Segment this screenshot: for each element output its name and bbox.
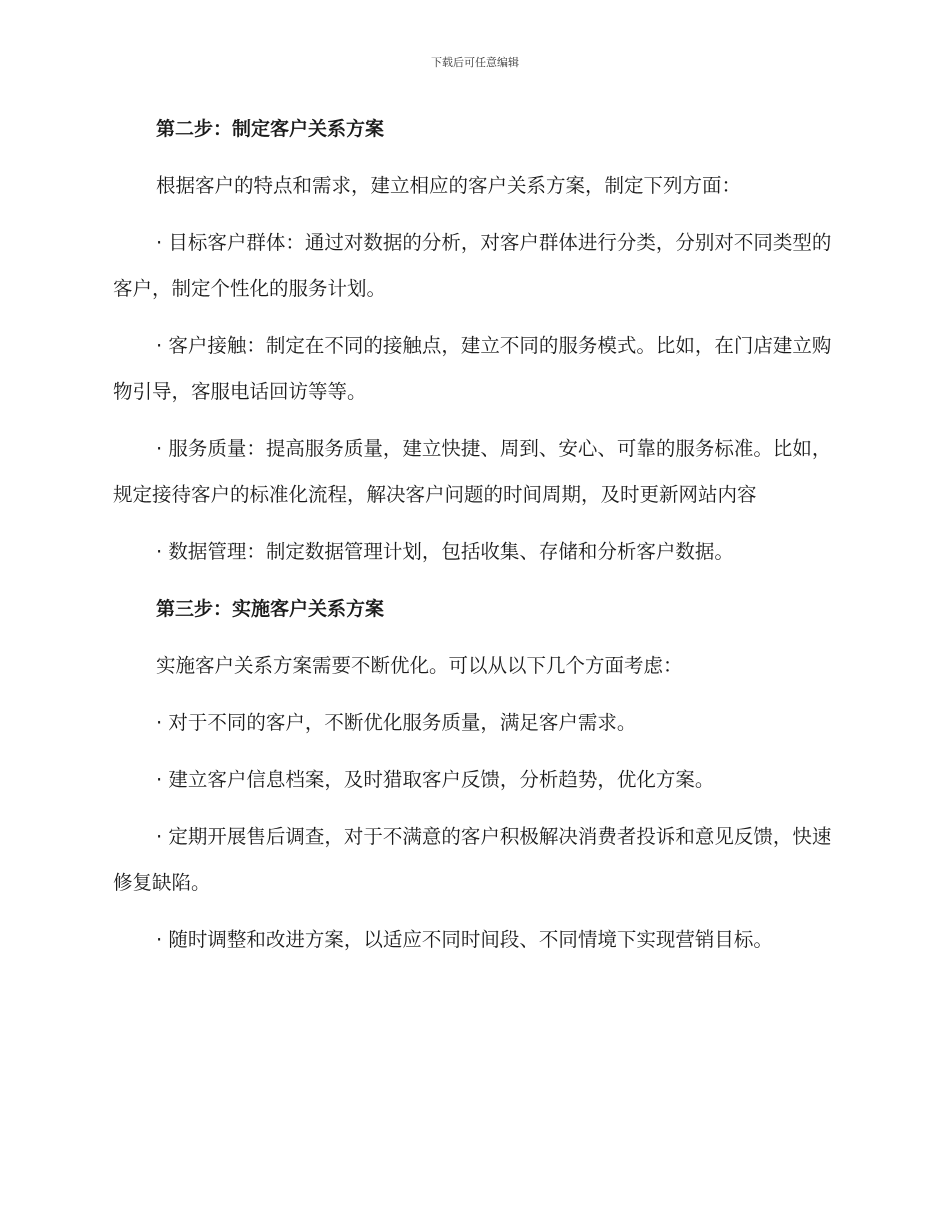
bullet-optimize-service: · 对于不同的客户，不断优化服务质量，满足客户需求。	[156, 711, 637, 734]
bullet-target-customers: · 目标客户群体：通过对数据的分析，对客户群体进行分类，分别对不同类型的客户，制定个性化的服务计划。	[113, 231, 832, 300]
section-heading-step3: 第三步：实施客户关系方案	[156, 598, 385, 620]
bullet-service-quality: · 服务质量：提高服务质量，建立快捷、周到、安心、可靠的服务标准。比如，规定接待客户的标准化流程，解决客户问题的时间周期，及时更新网站内容	[113, 437, 832, 506]
section3-intro: 实施客户关系方案需要不断优化。可以从以下几个方面考虑：	[156, 654, 683, 677]
page-header-note: 下载后可任意编辑	[431, 56, 519, 69]
bullet-data-management: · 数据管理：制定数据管理计划，包括收集、存储和分析客户数据。	[156, 540, 734, 563]
section2-intro: 根据客户的特点和需求，建立相应的客户关系方案，制定下列方面：	[156, 174, 742, 197]
document-body	[113, 106, 833, 974]
bullet-customer-archive: · 建立客户信息档案，及时猎取客户反馈，分析趋势，优化方案。	[156, 768, 715, 791]
bullet-customer-contact: · 客户接触：制定在不同的接触点，建立不同的服务模式。比如，在门店建立购物引导，客服电话回访等等。	[113, 334, 832, 403]
bullet-adjust-plan: · 随时调整和改进方案，以适应不同时间段、不同情境下实现营销目标。	[156, 928, 773, 951]
section-heading-step2: 第二步：制定客户关系方案	[156, 118, 385, 140]
bullet-after-sales-survey: · 定期开展售后调查，对于不满意的客户积极解决消费者投诉和意见反馈，快速修复缺陷。	[113, 825, 832, 894]
